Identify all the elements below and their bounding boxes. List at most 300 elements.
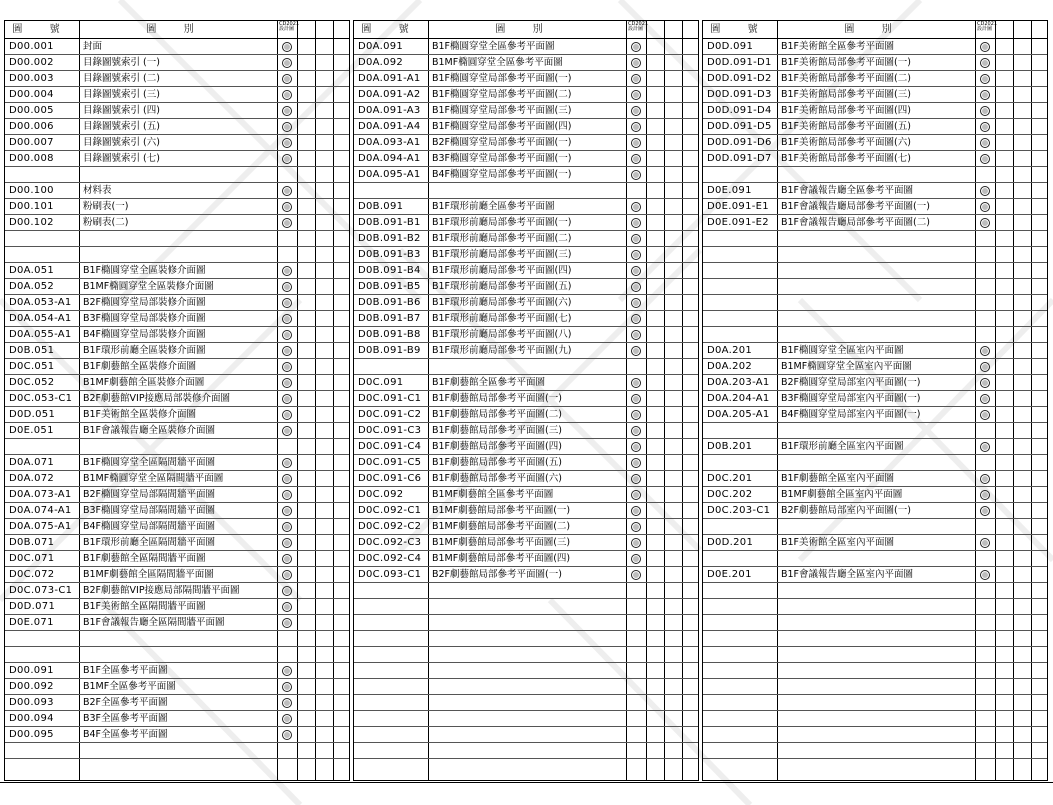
drawing-title: B1F美術館局部參考平面圖(五) <box>781 121 911 132</box>
drawing-code: D0A.055-A1 <box>9 329 72 340</box>
issued-circle-icon <box>282 570 292 580</box>
drawing-code: D0C.203-C1 <box>707 505 771 516</box>
drawing-code: D0A.075-A1 <box>9 521 72 532</box>
drawing-code: D0E.051 <box>9 425 54 436</box>
drawing-title <box>781 167 967 183</box>
issued-circle-icon <box>282 698 292 708</box>
issued-circle-icon <box>282 186 292 196</box>
issued-circle-icon <box>282 202 292 212</box>
issued-circle-icon <box>980 490 990 500</box>
drawing-code: D0C.071 <box>9 553 55 564</box>
drawing-title <box>781 423 967 439</box>
issued-circle-icon <box>980 346 990 356</box>
table-row <box>703 647 1047 663</box>
drawing-title: B2F劇藝館VIP接應局部裝修介面圖 <box>83 393 231 404</box>
issued-circle-icon <box>980 90 990 100</box>
issued-circle-icon <box>631 490 641 500</box>
drawing-code: D0E.091-E1 <box>707 201 769 212</box>
table-row <box>5 407 349 423</box>
issued-circle-icon <box>282 714 292 724</box>
table-row <box>5 647 349 663</box>
issued-circle-icon <box>980 42 990 52</box>
drawing-code: D0C.052 <box>9 377 55 388</box>
drawing-title <box>781 679 967 695</box>
drawing-code: D0A.091 <box>358 41 404 52</box>
table-row <box>354 727 698 743</box>
table-row <box>354 439 698 455</box>
issued-circle-icon <box>631 106 641 116</box>
table-row <box>5 375 349 391</box>
issued-circle-icon <box>631 58 641 68</box>
drawing-title: B1MF劇藝館全區室內平面圖 <box>781 489 903 500</box>
table-row <box>5 615 349 631</box>
drawing-title: B1MF劇藝館局部參考平面圖(二) <box>432 521 571 532</box>
drawing-code: D0C.092-C4 <box>358 553 422 564</box>
issued-circle-icon <box>980 106 990 116</box>
drawing-code: D0C.093-C1 <box>358 569 422 580</box>
table-row <box>703 663 1047 679</box>
drawing-title <box>83 167 269 183</box>
issued-circle-icon <box>980 202 990 212</box>
table-row <box>5 695 349 711</box>
drawing-code: D00.008 <box>9 153 54 164</box>
drawing-title <box>781 231 967 247</box>
drawing-code: D0C.051 <box>9 361 55 372</box>
drawing-title: B1F環形前廳全區隔間牆平面圖 <box>83 537 216 548</box>
drawing-title: B1F橢圓穿堂局部參考平面圖(一) <box>432 73 572 84</box>
drawing-title: B1F橢圓穿堂局部參考平面圖(二) <box>432 89 572 100</box>
drawing-title: B1F全區參考平面圖 <box>83 665 168 676</box>
drawing-code: D0B.091-B8 <box>358 329 421 340</box>
index-panel-middle <box>353 20 699 781</box>
table-row <box>354 327 698 343</box>
drawing-code: D0D.091-D6 <box>707 137 772 148</box>
drawing-title <box>781 279 967 295</box>
drawing-code: D0E.201 <box>707 569 752 580</box>
table-row <box>703 615 1047 631</box>
drawing-title <box>432 183 618 199</box>
table-row <box>5 535 349 551</box>
drawing-code: D0A.093-A1 <box>358 137 421 148</box>
drawing-title: 目錄圖號索引 (六) <box>83 137 160 148</box>
drawing-title: 目錄圖號索引 (一) <box>83 57 160 68</box>
issued-circle-icon <box>631 298 641 308</box>
drawing-code: D00.101 <box>9 201 54 212</box>
table-row <box>5 295 349 311</box>
table-row <box>703 599 1047 615</box>
issued-circle-icon <box>282 74 292 84</box>
issued-circle-icon <box>631 394 641 404</box>
issued-circle-icon <box>282 346 292 356</box>
drawing-title: B1MF橢圓穿堂全區室內平面圖 <box>781 361 912 372</box>
drawing-title: B1F美術館局部參考平面圖(一) <box>781 57 911 68</box>
issued-circle-icon <box>282 314 292 324</box>
drawing-title: B1F環形前廳局部參考平面圖(三) <box>432 249 572 260</box>
drawing-code: D0A.205-A1 <box>707 409 770 420</box>
issued-circle-icon <box>980 122 990 132</box>
table-row <box>5 247 349 263</box>
drawing-title: B1F環形前廳局部參考平面圖(四) <box>432 265 572 276</box>
issued-circle-icon <box>980 218 990 228</box>
table-row <box>703 503 1047 519</box>
drawing-code: D0A.054-A1 <box>9 313 72 324</box>
table-row <box>5 663 349 679</box>
table-row <box>5 151 349 167</box>
drawing-title: B1F劇藝館局部參考平面圖(四) <box>432 441 562 452</box>
drawing-code: D0C.092-C3 <box>358 537 422 548</box>
table-row <box>354 375 698 391</box>
issued-circle-icon <box>980 74 990 84</box>
issued-circle-icon <box>282 730 292 740</box>
drawing-title <box>83 743 269 759</box>
issued-circle-icon <box>282 538 292 548</box>
drawing-code: D0A.094-A1 <box>358 153 421 164</box>
drawing-code: D0A.204-A1 <box>707 393 770 404</box>
issued-circle-icon <box>282 458 292 468</box>
table-row <box>703 119 1047 135</box>
drawing-code: D00.093 <box>9 697 54 708</box>
drawing-code: D0B.091-B6 <box>358 297 421 308</box>
table-row <box>354 711 698 727</box>
table-row <box>354 343 698 359</box>
table-row <box>5 711 349 727</box>
drawing-title <box>781 551 967 567</box>
table-row <box>703 711 1047 727</box>
issued-circle-icon <box>282 602 292 612</box>
drawing-code: D0E.091 <box>707 185 752 196</box>
table-row <box>703 551 1047 567</box>
drawing-title <box>83 247 269 263</box>
drawing-title <box>781 519 967 535</box>
drawing-title: B1F劇藝館全區裝修介面圖 <box>83 361 197 372</box>
drawing-code: D0A.091-A4 <box>358 121 421 132</box>
drawing-title: B1F美術館局部參考平面圖(三) <box>781 89 911 100</box>
drawing-title: B2F劇藝館局部參考平面圖(一) <box>432 569 562 580</box>
drawing-code: D0B.201 <box>707 441 753 452</box>
drawing-code: D0C.091-C3 <box>358 425 422 436</box>
issued-circle-icon <box>631 170 641 180</box>
table-row <box>5 391 349 407</box>
table-row <box>5 743 349 759</box>
issued-circle-icon <box>631 554 641 564</box>
issued-circle-icon <box>282 522 292 532</box>
table-row <box>354 135 698 151</box>
drawing-title <box>781 695 967 711</box>
drawing-title <box>83 439 269 455</box>
issued-circle-icon <box>282 586 292 596</box>
drawing-title: B1F劇藝館局部參考平面圖(五) <box>432 457 562 468</box>
table-row <box>703 519 1047 535</box>
table-row <box>703 71 1047 87</box>
drawing-code: D00.005 <box>9 105 54 116</box>
drawing-code: D0B.091-B2 <box>358 233 421 244</box>
table-row <box>354 263 698 279</box>
drawing-title: B1F環形前廳全區裝修介面圖 <box>83 345 206 356</box>
table-row <box>5 167 349 183</box>
table-row <box>5 103 349 119</box>
drawing-title: B1MF劇藝館全區隔間牆平面圖 <box>83 569 214 580</box>
drawing-title <box>781 631 967 647</box>
table-row <box>703 295 1047 311</box>
drawing-code: D0D.091-D7 <box>707 153 772 164</box>
issued-circle-icon <box>282 682 292 692</box>
table-row <box>354 215 698 231</box>
header-mark: CD2021 設計圖 <box>628 21 649 32</box>
index-panel-left <box>4 20 350 781</box>
drawing-code: D0A.091-A1 <box>358 73 421 84</box>
table-row <box>354 39 698 55</box>
issued-circle-icon <box>282 298 292 308</box>
issued-circle-icon <box>282 282 292 292</box>
drawing-title: B3F全區參考平面圖 <box>83 713 168 724</box>
issued-circle-icon <box>282 474 292 484</box>
sheet-border-bottom <box>0 782 1053 783</box>
drawing-title <box>83 231 269 247</box>
table-row <box>703 567 1047 583</box>
drawing-code: D0D.091-D1 <box>707 57 772 68</box>
drawing-title: B1F劇藝館局部參考平面圖(三) <box>432 425 562 436</box>
table-row <box>5 263 349 279</box>
drawing-code: D0B.091-B9 <box>358 345 421 356</box>
drawing-title: B1MF橢圓穿堂全區參考平面圖 <box>432 57 563 68</box>
issued-circle-icon <box>980 570 990 580</box>
drawing-code: D0B.051 <box>9 345 55 356</box>
table-row <box>703 679 1047 695</box>
issued-circle-icon <box>282 330 292 340</box>
drawing-title: B1F會議報告廳全區隔間牆平面圖 <box>83 617 225 628</box>
table-row <box>5 727 349 743</box>
drawing-code: D0D.091-D4 <box>707 105 772 116</box>
drawing-title: B1F劇藝館全區室內平面圖 <box>781 473 895 484</box>
table-row <box>354 391 698 407</box>
drawing-title: 目錄圖號索引 (二) <box>83 73 160 84</box>
issued-circle-icon <box>282 394 292 404</box>
table-row <box>354 199 698 215</box>
table-row <box>354 615 698 631</box>
issued-circle-icon <box>631 474 641 484</box>
issued-circle-icon <box>631 218 641 228</box>
table-row <box>354 535 698 551</box>
table-row <box>703 247 1047 263</box>
issued-circle-icon <box>631 234 641 244</box>
drawing-code: D0C.092-C2 <box>358 521 422 532</box>
issued-circle-icon <box>631 266 641 276</box>
drawing-code: D00.004 <box>9 89 54 100</box>
drawing-code: D0D.071 <box>9 601 56 612</box>
drawing-title: B2F橢圓穿堂局部裝修介面圖 <box>83 297 206 308</box>
issued-circle-icon <box>980 538 990 548</box>
drawing-title: B2F全區參考平面圖 <box>83 697 168 708</box>
table-row <box>703 375 1047 391</box>
issued-circle-icon <box>631 90 641 100</box>
drawing-title: B1F美術館局部參考平面圖(六) <box>781 137 911 148</box>
table-row <box>354 183 698 199</box>
drawing-code: D00.091 <box>9 665 54 676</box>
issued-circle-icon <box>282 410 292 420</box>
table-row <box>703 631 1047 647</box>
drawing-title: 粉刷表(一) <box>83 201 129 212</box>
drawing-title: B1MF劇藝館全區裝修介面圖 <box>83 377 205 388</box>
table-row <box>5 551 349 567</box>
drawing-code: D0C.073-C1 <box>9 585 73 596</box>
issued-circle-icon <box>282 42 292 52</box>
table-row <box>5 71 349 87</box>
drawing-code: D00.100 <box>9 185 54 196</box>
table-row <box>703 215 1047 231</box>
table-row <box>5 439 349 455</box>
issued-circle-icon <box>980 474 990 484</box>
issued-circle-icon <box>631 138 641 148</box>
table-row <box>5 327 349 343</box>
drawing-title: B1F橢圓穿堂局部參考平面圖(三) <box>432 105 572 116</box>
drawing-title: B1F美術館局部參考平面圖(二) <box>781 73 911 84</box>
drawing-title: B1F橢圓穿堂全區參考平面圖 <box>432 41 555 52</box>
table-row <box>5 471 349 487</box>
drawing-title: B1F美術館全區參考平面圖 <box>781 41 895 52</box>
drawing-code: D00.003 <box>9 73 54 84</box>
drawing-title <box>432 631 618 647</box>
issued-circle-icon <box>282 154 292 164</box>
drawing-code: D0A.091-A3 <box>358 105 421 116</box>
drawing-code: D0D.091 <box>707 41 754 52</box>
drawing-title: B4F橢圓穿堂局部室內平面圖(一) <box>781 409 921 420</box>
drawing-code: D0A.074-A1 <box>9 505 72 516</box>
table-row <box>5 199 349 215</box>
issued-circle-icon <box>631 506 641 516</box>
table-row <box>354 695 698 711</box>
issued-circle-icon <box>282 106 292 116</box>
issued-circle-icon <box>631 570 641 580</box>
table-row <box>5 455 349 471</box>
drawing-code: D0B.091 <box>358 201 404 212</box>
drawing-title: B1F橢圓穿堂全區室內平面圖 <box>781 345 904 356</box>
table-row <box>703 743 1047 759</box>
table-row <box>5 119 349 135</box>
table-row <box>5 631 349 647</box>
table-row <box>5 87 349 103</box>
drawing-title: B1F環形前廳局部參考平面圖(七) <box>432 313 572 324</box>
drawing-title: B2F橢圓穿堂局部隔間牆平面圖 <box>83 489 216 500</box>
drawing-title: 目錄圖號索引 (五) <box>83 121 160 132</box>
drawing-title: B1F劇藝館全區隔間牆平面圖 <box>83 553 206 564</box>
drawing-code: D0D.091-D3 <box>707 89 772 100</box>
issued-circle-icon <box>980 378 990 388</box>
drawing-code: D0C.053-C1 <box>9 393 73 404</box>
drawing-title: 目錄圖號索引 (四) <box>83 105 160 116</box>
table-row <box>703 471 1047 487</box>
table-row <box>354 407 698 423</box>
drawing-title: B1F會議報告廳全區參考平面圖 <box>781 185 914 196</box>
table-row <box>703 423 1047 439</box>
table-row <box>354 103 698 119</box>
table-row <box>354 359 698 375</box>
drawing-title: B2F劇藝館VIP接應局部隔間牆平面圖 <box>83 585 240 596</box>
table-row <box>354 519 698 535</box>
drawing-title: B2F橢圓穿堂局部室內平面圖(一) <box>781 377 921 388</box>
drawing-title: B1F會議報告廳局部參考平面圖(一) <box>781 201 930 212</box>
drawing-title <box>781 647 967 663</box>
table-row <box>354 663 698 679</box>
header-title: 圖 別 <box>495 24 555 35</box>
drawing-title: B4F橢圓穿堂局部隔間牆平面圖 <box>83 521 216 532</box>
table-row <box>354 71 698 87</box>
table-row <box>703 535 1047 551</box>
drawing-code: D0C.091-C6 <box>358 473 422 484</box>
table-row <box>354 679 698 695</box>
issued-circle-icon <box>631 74 641 84</box>
drawing-code: D0A.073-A1 <box>9 489 72 500</box>
table-row <box>354 743 698 759</box>
table-row <box>354 583 698 599</box>
table-row <box>703 487 1047 503</box>
drawing-title <box>432 695 618 711</box>
table-row <box>354 151 698 167</box>
drawing-title <box>432 727 618 743</box>
drawing-code: D0A.202 <box>707 361 753 372</box>
table-row <box>703 167 1047 183</box>
issued-circle-icon <box>631 314 641 324</box>
issued-circle-icon <box>282 218 292 228</box>
issued-circle-icon <box>631 378 641 388</box>
drawing-title: B4F橢圓穿堂局部參考平面圖(一) <box>432 169 572 180</box>
drawing-title: B1MF橢圓穿堂全區隔間牆平面圖 <box>83 473 224 484</box>
table-row <box>703 407 1047 423</box>
drawing-title: B1F會議報告廳全區室內平面圖 <box>781 569 914 580</box>
header-code: 圖 號 <box>361 24 421 35</box>
header-mark: CD2021 設計圖 <box>977 21 998 32</box>
drawing-code: D0B.091-B5 <box>358 281 421 292</box>
table-row <box>703 199 1047 215</box>
drawing-code: D0A.091-A2 <box>358 89 421 100</box>
drawing-title: B1F環形前廳全區室內平面圖 <box>781 441 904 452</box>
issued-circle-icon <box>282 554 292 564</box>
drawing-title <box>432 615 618 631</box>
table-row <box>5 311 349 327</box>
issued-circle-icon <box>980 410 990 420</box>
drawing-title: B1F美術館全區室內平面圖 <box>781 537 895 548</box>
table-row <box>703 231 1047 247</box>
table-row <box>5 599 349 615</box>
drawing-title <box>781 295 967 311</box>
drawing-title <box>432 663 618 679</box>
issued-circle-icon <box>282 426 292 436</box>
drawing-title: B1MF劇藝館局部參考平面圖(三) <box>432 537 571 548</box>
issued-circle-icon <box>282 666 292 676</box>
table-row <box>5 519 349 535</box>
table-row <box>703 135 1047 151</box>
table-row <box>703 311 1047 327</box>
drawing-code: D0C.091-C2 <box>358 409 422 420</box>
table-row <box>354 247 698 263</box>
issued-circle-icon <box>631 538 641 548</box>
drawing-code: D00.095 <box>9 729 54 740</box>
drawing-title <box>432 359 618 375</box>
drawing-code: D0A.071 <box>9 457 55 468</box>
issued-circle-icon <box>282 122 292 132</box>
drawing-code: D0B.091-B7 <box>358 313 421 324</box>
drawing-code: D0D.051 <box>9 409 56 420</box>
header-mark: CD2021 設計圖 <box>279 21 300 32</box>
table-row <box>5 343 349 359</box>
table-row <box>703 103 1047 119</box>
drawing-title: B1F環形前廳局部參考平面圖(二) <box>432 233 572 244</box>
drawing-title: B1F美術館局部參考平面圖(七) <box>781 153 911 164</box>
drawing-code: D0A.053-A1 <box>9 297 72 308</box>
table-row <box>354 423 698 439</box>
drawing-code: D0B.091-B1 <box>358 217 421 228</box>
issued-circle-icon <box>980 442 990 452</box>
drawing-code: D0A.051 <box>9 265 55 276</box>
